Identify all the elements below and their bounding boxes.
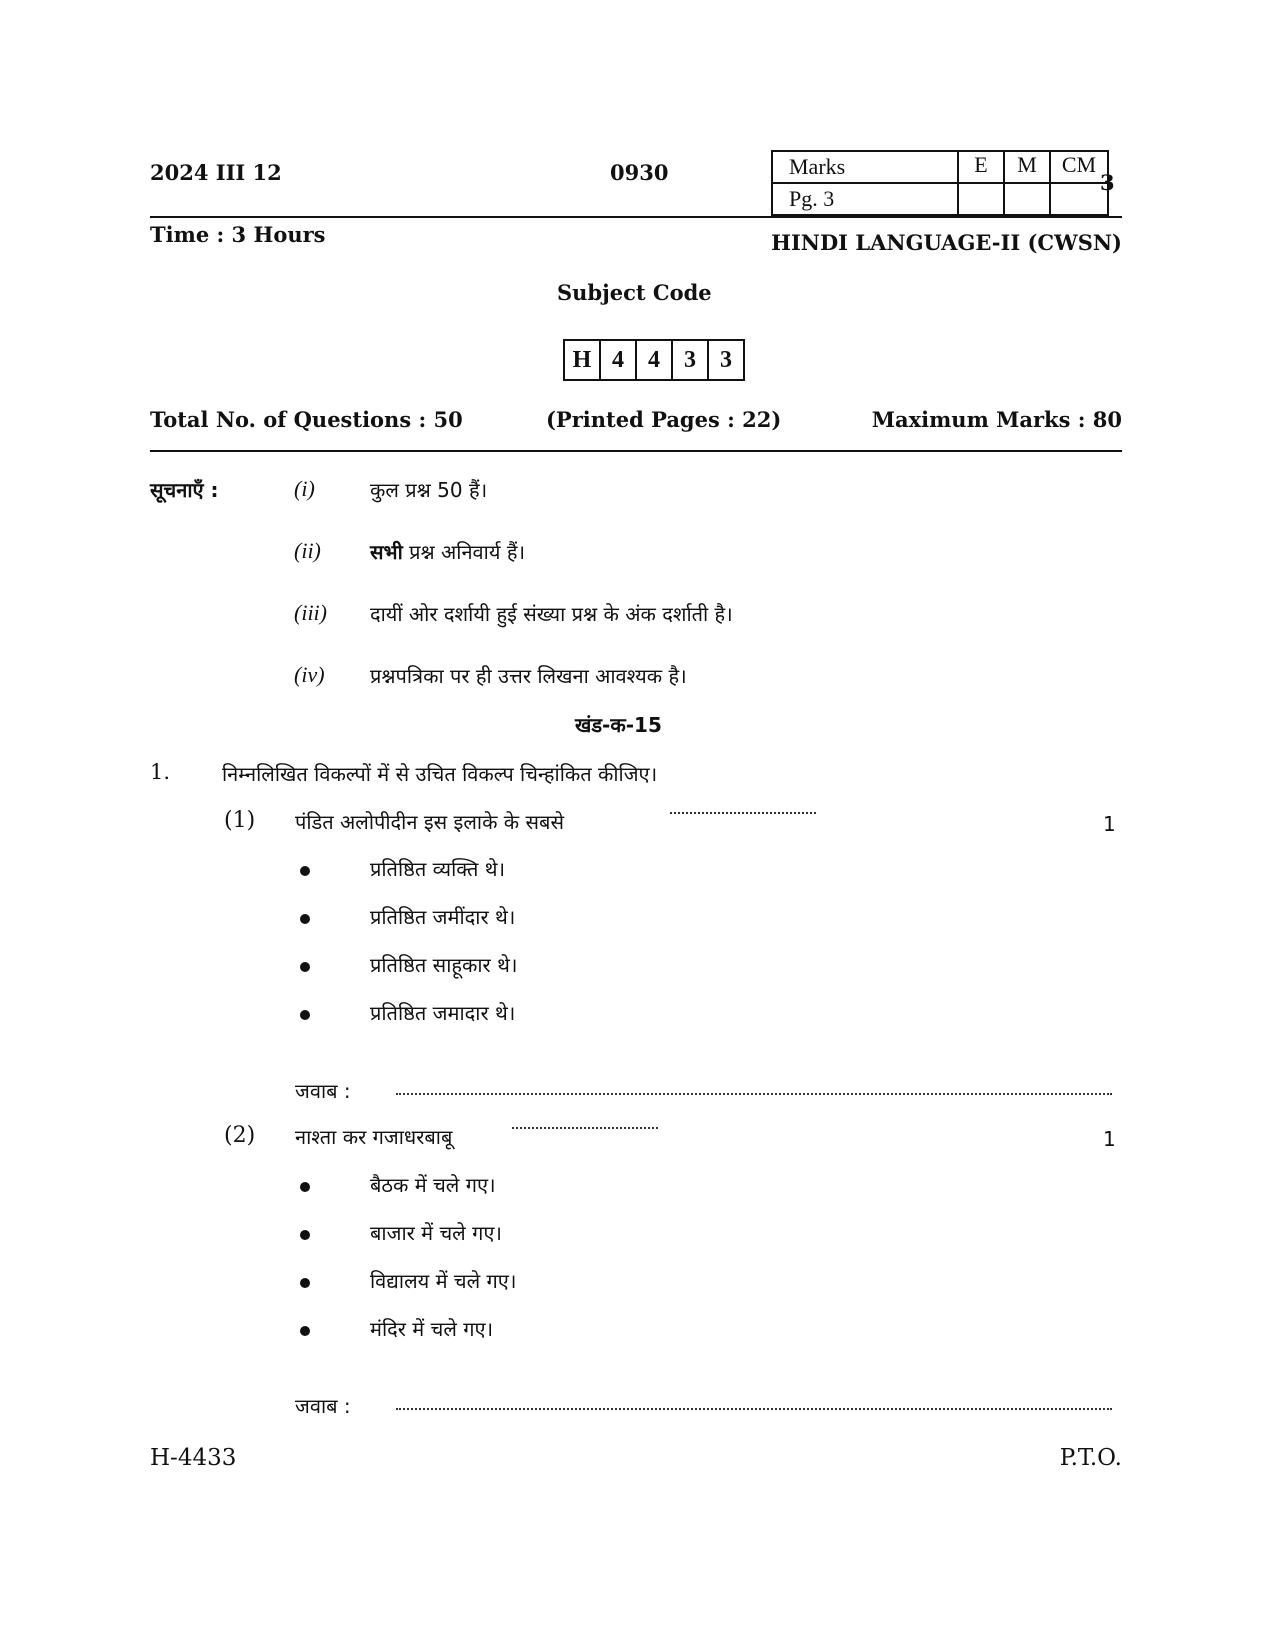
subquestion-number: (2) — [224, 1123, 256, 1148]
subquestion-text: नाश्ता कर गजाधरबाबू — [295, 1125, 453, 1149]
instruction-rest: प्रश्न अनिवार्य हैं। — [402, 540, 526, 564]
instruction-text — [370, 538, 525, 565]
instruction-num: (i) — [294, 476, 315, 501]
bullet-icon — [300, 1230, 310, 1240]
bullet-icon — [300, 962, 310, 972]
col-e: E — [958, 151, 1004, 183]
printed-pages: (Printed Pages : 22) — [546, 407, 782, 432]
instruction-text: प्रश्नपत्रिका पर ही उत्तर लिखना आवश्यक है। — [370, 664, 687, 688]
bullet-icon — [300, 866, 310, 876]
fill-blank — [670, 812, 816, 814]
option-text[interactable]: प्रतिष्ठित व्यक्ति थे। — [370, 857, 506, 881]
instruction-text: कुल प्रश्न 50 हैं। — [370, 478, 488, 502]
subject-code-label: Subject Code — [557, 280, 712, 305]
option-text[interactable]: प्रतिष्ठित जमींदार थे। — [370, 905, 516, 929]
footer-pto: P.T.O. — [1059, 1445, 1122, 1471]
code-char: 3 — [708, 340, 744, 380]
instruction-num: (iv) — [294, 662, 325, 687]
option-text[interactable]: प्रतिष्ठित जमादार थे। — [370, 1001, 516, 1025]
bullet-icon — [300, 1326, 310, 1336]
option-text[interactable]: बैठक में चले गए। — [370, 1173, 496, 1197]
code-char: 4 — [636, 340, 672, 380]
bullet-icon — [300, 1278, 310, 1288]
instruction-text: दायीं ओर दर्शायी हुई संख्या प्रश्न के अंक दर्शाती है। — [370, 602, 733, 626]
marks-table — [771, 150, 1109, 216]
footer-code: H-4433 — [150, 1445, 237, 1471]
subject-code-boxes — [563, 339, 745, 381]
answer-label: जवाब : — [295, 1079, 351, 1103]
question-marks: 1 — [1103, 1127, 1116, 1151]
answer-line[interactable] — [396, 1093, 1112, 1095]
bullet-icon — [300, 1182, 310, 1192]
page-label: Pg. 3 — [772, 183, 958, 215]
total-questions: Total No. of Questions : 50 — [150, 407, 463, 432]
question-number: 1. — [150, 760, 171, 784]
page-number: 3 — [1100, 170, 1115, 195]
meta-rule — [150, 450, 1122, 452]
option-text[interactable]: मंदिर में चले गए। — [370, 1317, 494, 1341]
option-text[interactable]: प्रतिष्ठित साहूकार थे। — [370, 953, 518, 977]
subquestion-number: (1) — [224, 808, 256, 833]
answer-label: जवाब : — [295, 1394, 351, 1418]
option-text[interactable]: बाजार में चले गए। — [370, 1221, 502, 1245]
e-score-box[interactable] — [958, 183, 1004, 215]
m-score-box[interactable] — [1004, 183, 1050, 215]
option-text[interactable]: विद्यालय में चले गए। — [370, 1269, 517, 1293]
answer-line[interactable] — [396, 1408, 1112, 1410]
instruction-num: (ii) — [294, 538, 321, 563]
instructions-label: सूचनाएँ : — [150, 478, 219, 502]
bullet-icon — [300, 914, 310, 924]
subject-title: HINDI LANGUAGE-II (CWSN) — [771, 230, 1122, 255]
time: Time : 3 Hours — [150, 222, 326, 247]
exam-year-code: 2024 III 12 — [150, 160, 282, 185]
question-marks: 1 — [1103, 812, 1116, 836]
col-m: M — [1004, 151, 1050, 183]
subquestion-text: पंडित अलोपीदीन इस इलाके के सबसे — [295, 810, 564, 834]
code-char: 3 — [672, 340, 708, 380]
marks-label: Marks — [772, 151, 958, 183]
code-char: H — [564, 340, 600, 380]
maximum-marks: Maximum Marks : 80 — [871, 407, 1122, 432]
question-text: निम्नलिखित विकल्पों में से उचित विकल्प चिन्हांकित कीजिए। — [222, 762, 658, 786]
section-title: खंड-क-15 — [575, 713, 662, 737]
header-rule — [150, 216, 1122, 218]
bullet-icon — [300, 1010, 310, 1020]
instruction-emphasis: सभी — [370, 540, 403, 564]
col-cm: CM — [1050, 151, 1108, 183]
instruction-num: (iii) — [294, 600, 327, 625]
code-char: 4 — [600, 340, 636, 380]
fill-blank — [512, 1127, 658, 1129]
paper-code: 0930 — [610, 160, 669, 185]
